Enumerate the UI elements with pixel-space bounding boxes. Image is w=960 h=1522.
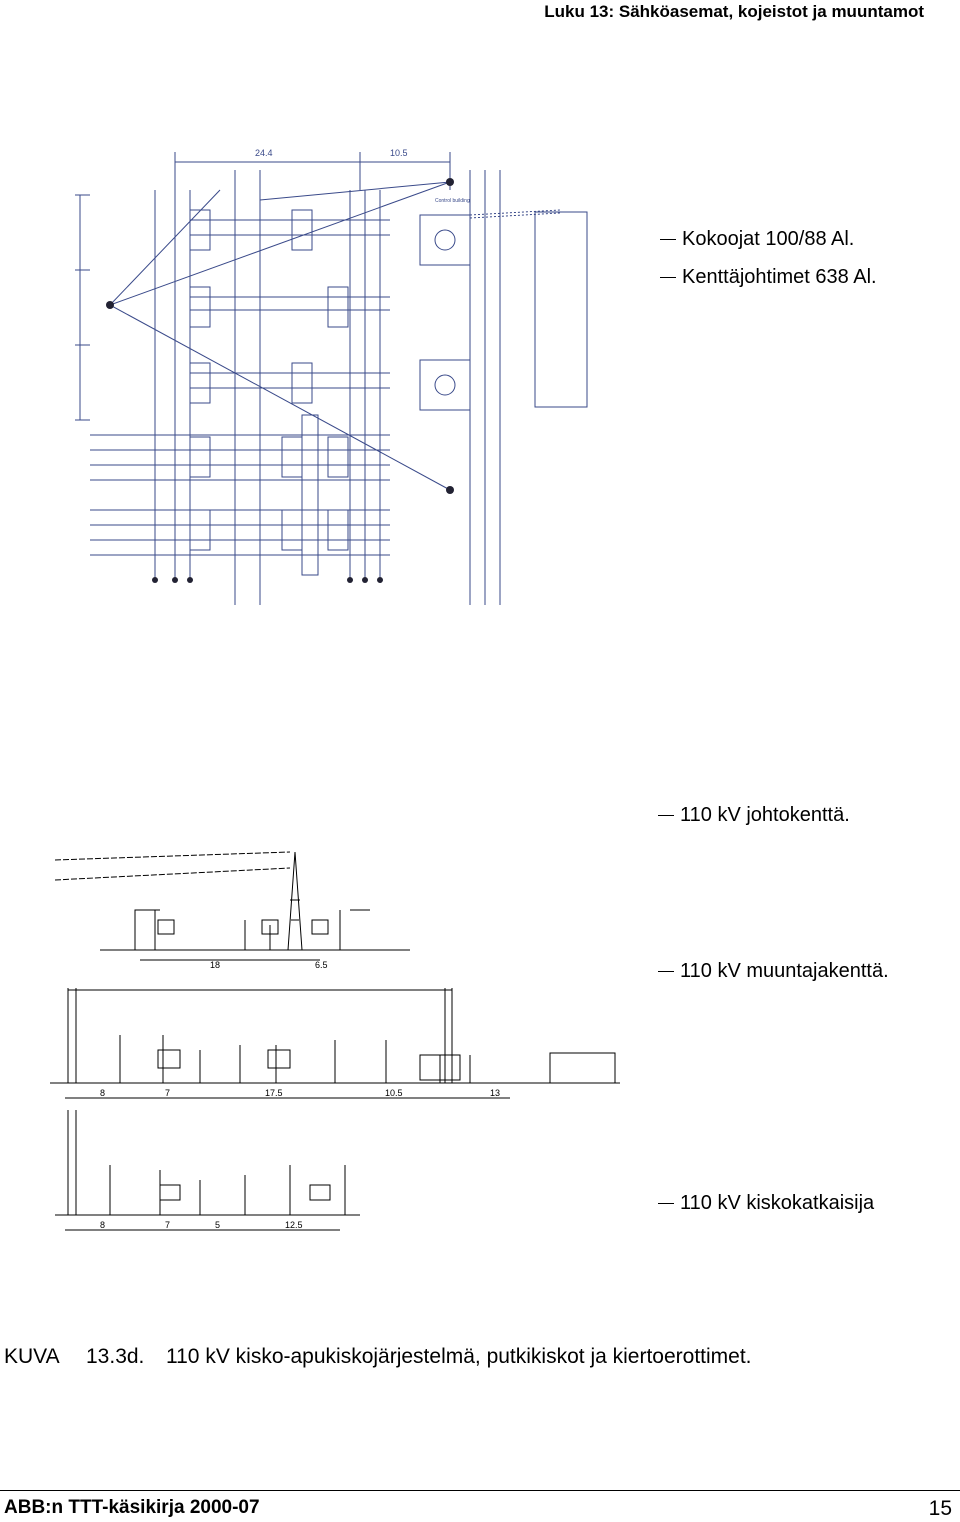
dimension-text: 6.5: [315, 960, 328, 970]
footer-divider: [0, 1490, 960, 1491]
dimension-text: 7: [165, 1220, 171, 1230]
page-header: Luku 13: Sähköasemat, kojeistot ja muuntamot: [544, 2, 924, 21]
dash-icon: [658, 815, 674, 817]
plan-dimension-1: 24.4: [255, 148, 273, 158]
footer-title: ABB:n TTT-käsikirja 2000-07: [4, 1497, 260, 1518]
dimension-text: 8: [100, 1220, 106, 1230]
dimension-text: 12.5: [285, 1220, 303, 1230]
page-number: 15: [928, 1497, 952, 1520]
dash-icon: [658, 971, 674, 973]
dimension-text: 10.5: [385, 1088, 403, 1098]
substation-plan-drawing: [60, 140, 600, 610]
plan-dimension-2: 10.5: [390, 148, 408, 158]
section-label-transformer-bay: 110 kV muuntajakenttä.: [658, 960, 889, 983]
dimension-text: 8: [100, 1088, 106, 1098]
dimension-text: 7: [165, 1088, 171, 1098]
dash-icon: [660, 239, 676, 241]
section-label-line-bay: 110 kV johtokenttä.: [658, 804, 850, 827]
dimension-text: 17.5: [265, 1088, 283, 1098]
control-building-label: Control building: [435, 198, 470, 204]
dash-icon: [658, 1203, 674, 1205]
figure-caption: KUVA 13.3d. 110 kV kisko-apukiskojärjestelmä, putkikiskot ja kiertoerottimet.: [4, 1345, 752, 1368]
legend-item-bay-conductors: Kenttäjohtimet 638 Al.: [660, 266, 877, 289]
dash-icon: [660, 277, 676, 279]
dimension-text: 18: [210, 960, 221, 970]
section-drawings: [40, 840, 640, 1260]
section-label-coupler: 110 kV kiskokatkaisija: [658, 1192, 874, 1215]
dimension-text: 13: [490, 1088, 501, 1098]
legend-item-busbars: Kokoojat 100/88 Al.: [660, 228, 854, 251]
dimension-text: 5: [215, 1220, 221, 1230]
